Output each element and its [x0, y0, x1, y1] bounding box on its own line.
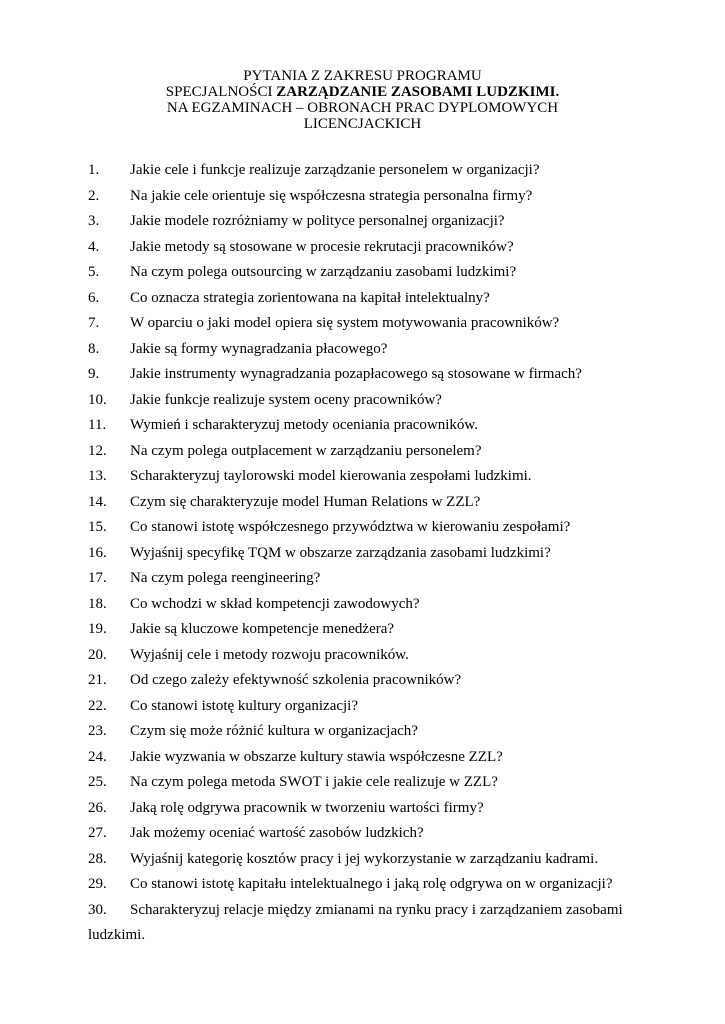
question-text: Jakie cele i funkcje realizuje zarządzanie personelem w organizacji?	[130, 162, 540, 178]
question-text: Jakie funkcje realizuje system oceny pracowników?	[130, 391, 442, 408]
question-item	[88, 158, 648, 184]
question-item	[88, 796, 648, 822]
question-number: 30.	[88, 901, 107, 918]
question-item	[88, 643, 648, 669]
question-number: 9.	[88, 366, 100, 382]
question-item	[88, 311, 648, 337]
question-item	[88, 898, 648, 949]
question-item	[88, 464, 648, 490]
question-item	[88, 260, 648, 286]
question-number: 14.	[88, 493, 107, 510]
question-item	[88, 209, 648, 235]
question-number: 4.	[88, 238, 100, 255]
question-number: 23.	[88, 723, 107, 739]
question-text: Na jakie cele orientuje się współczesna strategia personalna firmy?	[130, 187, 533, 204]
question-text: Co stanowi istotę kapitału intelektualnego i jaką rolę odgrywa on w organizacji?	[130, 876, 613, 892]
question-item	[88, 719, 648, 745]
question-item	[88, 592, 648, 618]
question-text: Jakie są kluczowe kompetencje menedżera?	[130, 621, 395, 637]
question-text: Co stanowi istotę współczesnego przywództwa w kierowaniu zespołami?	[130, 519, 571, 535]
question-text: Jakie są formy wynagradzania płacowego?	[130, 340, 388, 357]
question-text: Na czym polega outsourcing w zarządzaniu zasobami ludzkimi?	[130, 264, 517, 280]
question-item	[88, 668, 648, 694]
question-number: 13.	[88, 468, 107, 484]
question-number: 26.	[88, 799, 107, 816]
question-text	[88, 898, 648, 949]
question-number: 28.	[88, 850, 107, 867]
question-item	[88, 821, 648, 847]
question-text: Scharakteryzuj taylorowski model kierowania zespołami ludzkimi.	[130, 468, 532, 484]
question-number: 12.	[88, 442, 107, 459]
question-number: 3.	[88, 213, 100, 229]
question-text: Jakie instrumenty wynagradzania pozapłacowego są stosowane w firmach?	[130, 366, 582, 382]
question-item	[88, 566, 648, 592]
question-text: Na czym polega outplacement w zarządzaniu personelem?	[130, 442, 482, 459]
question-text: Na czym polega reengineering?	[130, 570, 321, 586]
question-item	[88, 413, 648, 439]
question-number: 16.	[88, 544, 107, 561]
question-text: W oparciu o jaki model opiera się system motywowania pracowników?	[130, 315, 560, 331]
question-text-line-1: Scharakteryzuj relacje między zmianami na rynku pracy i zarządzaniem zasobami	[130, 901, 623, 918]
question-item	[88, 694, 648, 720]
header-specialty-title: ZARZĄDZANIE ZASOBAMI LUDZKIMI.	[276, 84, 560, 100]
question-item	[88, 515, 648, 541]
question-text: Jak możemy oceniać wartość zasobów ludzkich?	[130, 825, 424, 841]
question-item	[88, 184, 648, 210]
header-line-2	[0, 84, 725, 100]
question-number: 15.	[88, 519, 107, 535]
question-number: 1.	[88, 162, 100, 178]
question-number: 20.	[88, 646, 107, 663]
question-text: Czym się może różnić kultura w organizacjach?	[130, 723, 418, 739]
question-number: 27.	[88, 825, 107, 841]
document-header	[0, 68, 725, 132]
question-text: Jakie metody są stosowane w procesie rekrutacji pracowników?	[130, 238, 514, 255]
question-text: Jaką rolę odgrywa pracownik w tworzeniu wartości firmy?	[130, 799, 484, 816]
header-line-2-prefix: SPECJALNOŚCI	[165, 84, 277, 100]
question-number: 6.	[88, 289, 100, 306]
question-item	[88, 388, 648, 414]
question-text: Od czego zależy efektywność szkolenia pracowników?	[130, 672, 462, 688]
question-text: Wyjaśnij specyfikę TQM w obszarze zarządzania zasobami ludzkimi?	[130, 544, 551, 561]
question-number: 8.	[88, 340, 100, 357]
question-list	[88, 158, 648, 949]
question-item	[88, 362, 648, 388]
question-item	[88, 770, 648, 796]
question-text: Na czym polega metoda SWOT i jakie cele realizuje w ZZL?	[130, 774, 498, 790]
question-number: 19.	[88, 621, 107, 637]
question-item	[88, 286, 648, 312]
question-text: Co wchodzi w skład kompetencji zawodowych?	[130, 595, 420, 612]
question-number: 21.	[88, 672, 107, 688]
question-number: 10.	[88, 391, 107, 408]
question-item	[88, 235, 648, 261]
question-text: Jakie modele rozróżniamy w polityce personalnej organizacji?	[130, 213, 505, 229]
question-number: 18.	[88, 595, 107, 612]
question-number: 11.	[88, 417, 107, 433]
question-text: Czym się charakteryzuje model Human Relations w ZZL?	[130, 493, 481, 510]
question-text: Wyjaśnij kategorię kosztów pracy i jej wykorzystanie w zarządzaniu kadrami.	[130, 850, 599, 867]
question-number: 22.	[88, 697, 107, 714]
question-item	[88, 617, 648, 643]
question-number: 17.	[88, 570, 107, 586]
question-item	[88, 847, 648, 873]
question-text-continuation: ludzkimi.	[88, 927, 146, 943]
question-number: 7.	[88, 315, 100, 331]
question-number: 24.	[88, 748, 107, 765]
question-item	[88, 337, 648, 363]
question-item	[88, 872, 648, 898]
question-number: 25.	[88, 774, 107, 790]
question-number: 2.	[88, 187, 100, 204]
question-item	[88, 745, 648, 771]
question-text: Wymień i scharakteryzuj metody oceniania pracowników.	[130, 417, 478, 433]
question-item	[88, 439, 648, 465]
question-item	[88, 541, 648, 567]
header-line-4: LICENCJACKICH	[303, 116, 422, 132]
question-number: 5.	[88, 264, 100, 280]
question-number: 29.	[88, 876, 107, 892]
header-line-1: PYTANIA Z ZAKRESU PROGRAMU	[243, 68, 482, 84]
question-item	[88, 490, 648, 516]
question-text: Co stanowi istotę kultury organizacji?	[130, 697, 359, 714]
question-text: Wyjaśnij cele i metody rozwoju pracowników.	[130, 646, 409, 663]
question-text: Co oznacza strategia zorientowana na kapitał intelektualny?	[130, 289, 490, 306]
header-line-3: NA EGZAMINACH – OBRONACH PRAC DYPLOMOWYCH	[166, 100, 559, 116]
question-text: Jakie wyzwania w obszarze kultury stawia współczesne ZZL?	[130, 748, 503, 765]
